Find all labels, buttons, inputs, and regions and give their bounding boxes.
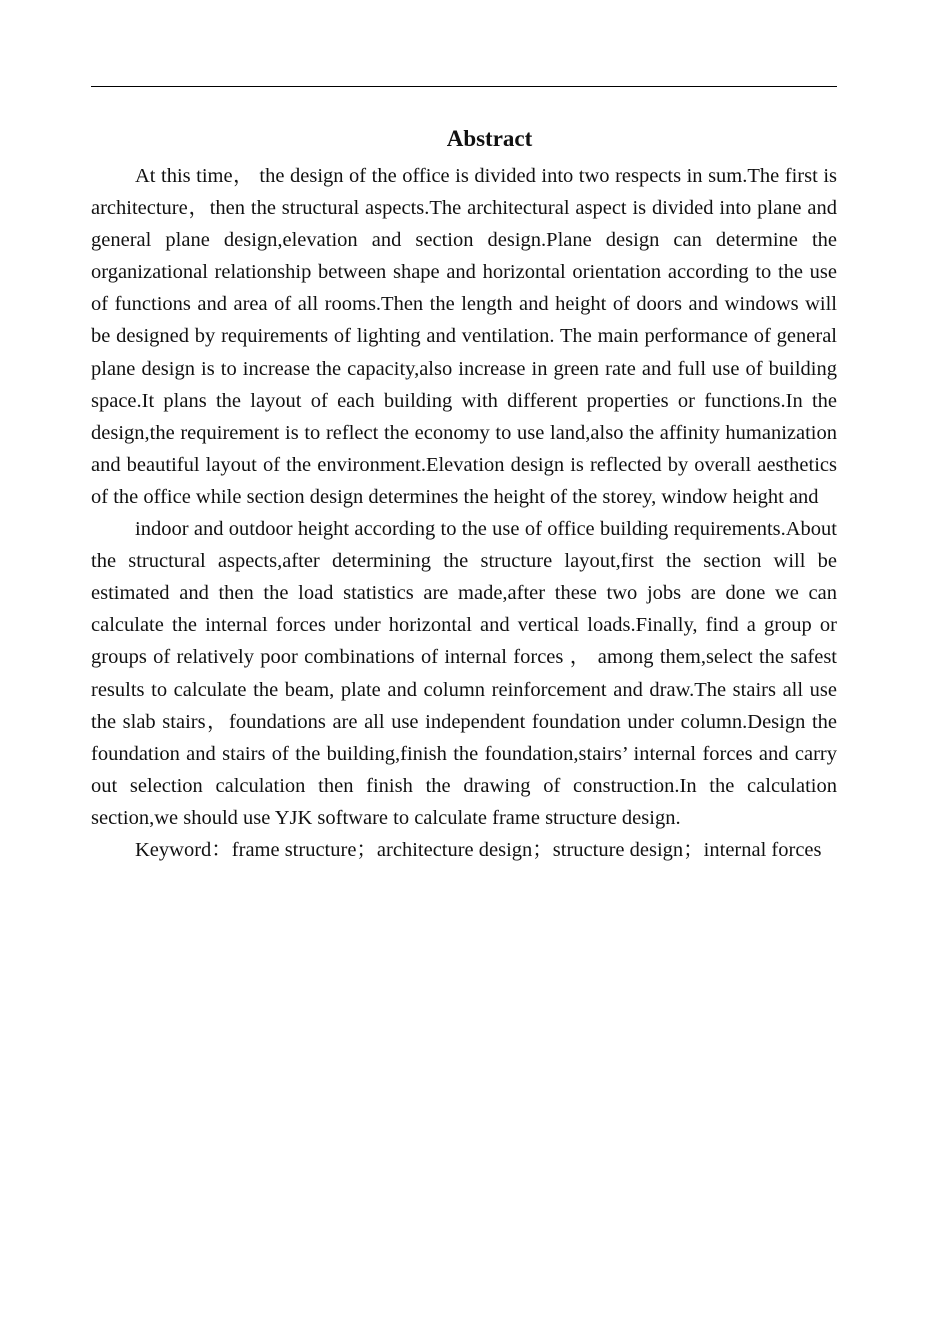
abstract-paragraph-1: At this time， the design of the office is divided into two respects in sum.The first is architecture，then the structural aspects.The architectural aspect is divided into plane and general plane design,elevation and section design.Plane design can determine the organizational relationship between shape and horizontal orientation according to the use of functions and area of all rooms.Then the length and height of doors and windows will be designed by requirements of lighting and ventilation. The main performance of general plane design is to increase the capacity,also increase in green rate and full use of building space.It plans the layout of each building with different properties or functions.In the design,the requirement is to reflect the economy to use land,also the affinity humanization and beautiful layout of the environment.Elevation design is reflected by overall aesthetics of the office while section design determines the height of the storey, window height and <box>91 165 837 508</box>
page-title: Abstract <box>446 126 533 151</box>
abstract-paragraph-2: indoor and outdoor height according to the use of office building requirements.About the structural aspects,after determining the structure layout,first the section will be estimated and then the load statistics are made,after these two jobs are done we can calculate the internal forces under horizontal and vertical loads.Finally, find a group or groups of relatively poor combinations of internal forces ， among them,select the safest results to calculate the beam, plate and column reinforcement and draw.The stairs all use the slab stairs，foundations are all use independent foundation under column.Design the foundation and stairs of the building,finish the foundation,stairs’ internal forces and carry out selection calculation then finish the drawing of construction.In the calculation section,we should use YJK software to calculate frame structure design. <box>91 518 837 829</box>
abstract-body <box>91 160 837 866</box>
header-rule <box>91 86 837 87</box>
keywords-line: Keyword：frame structure；architecture design；structure design；internal forces <box>135 838 822 861</box>
